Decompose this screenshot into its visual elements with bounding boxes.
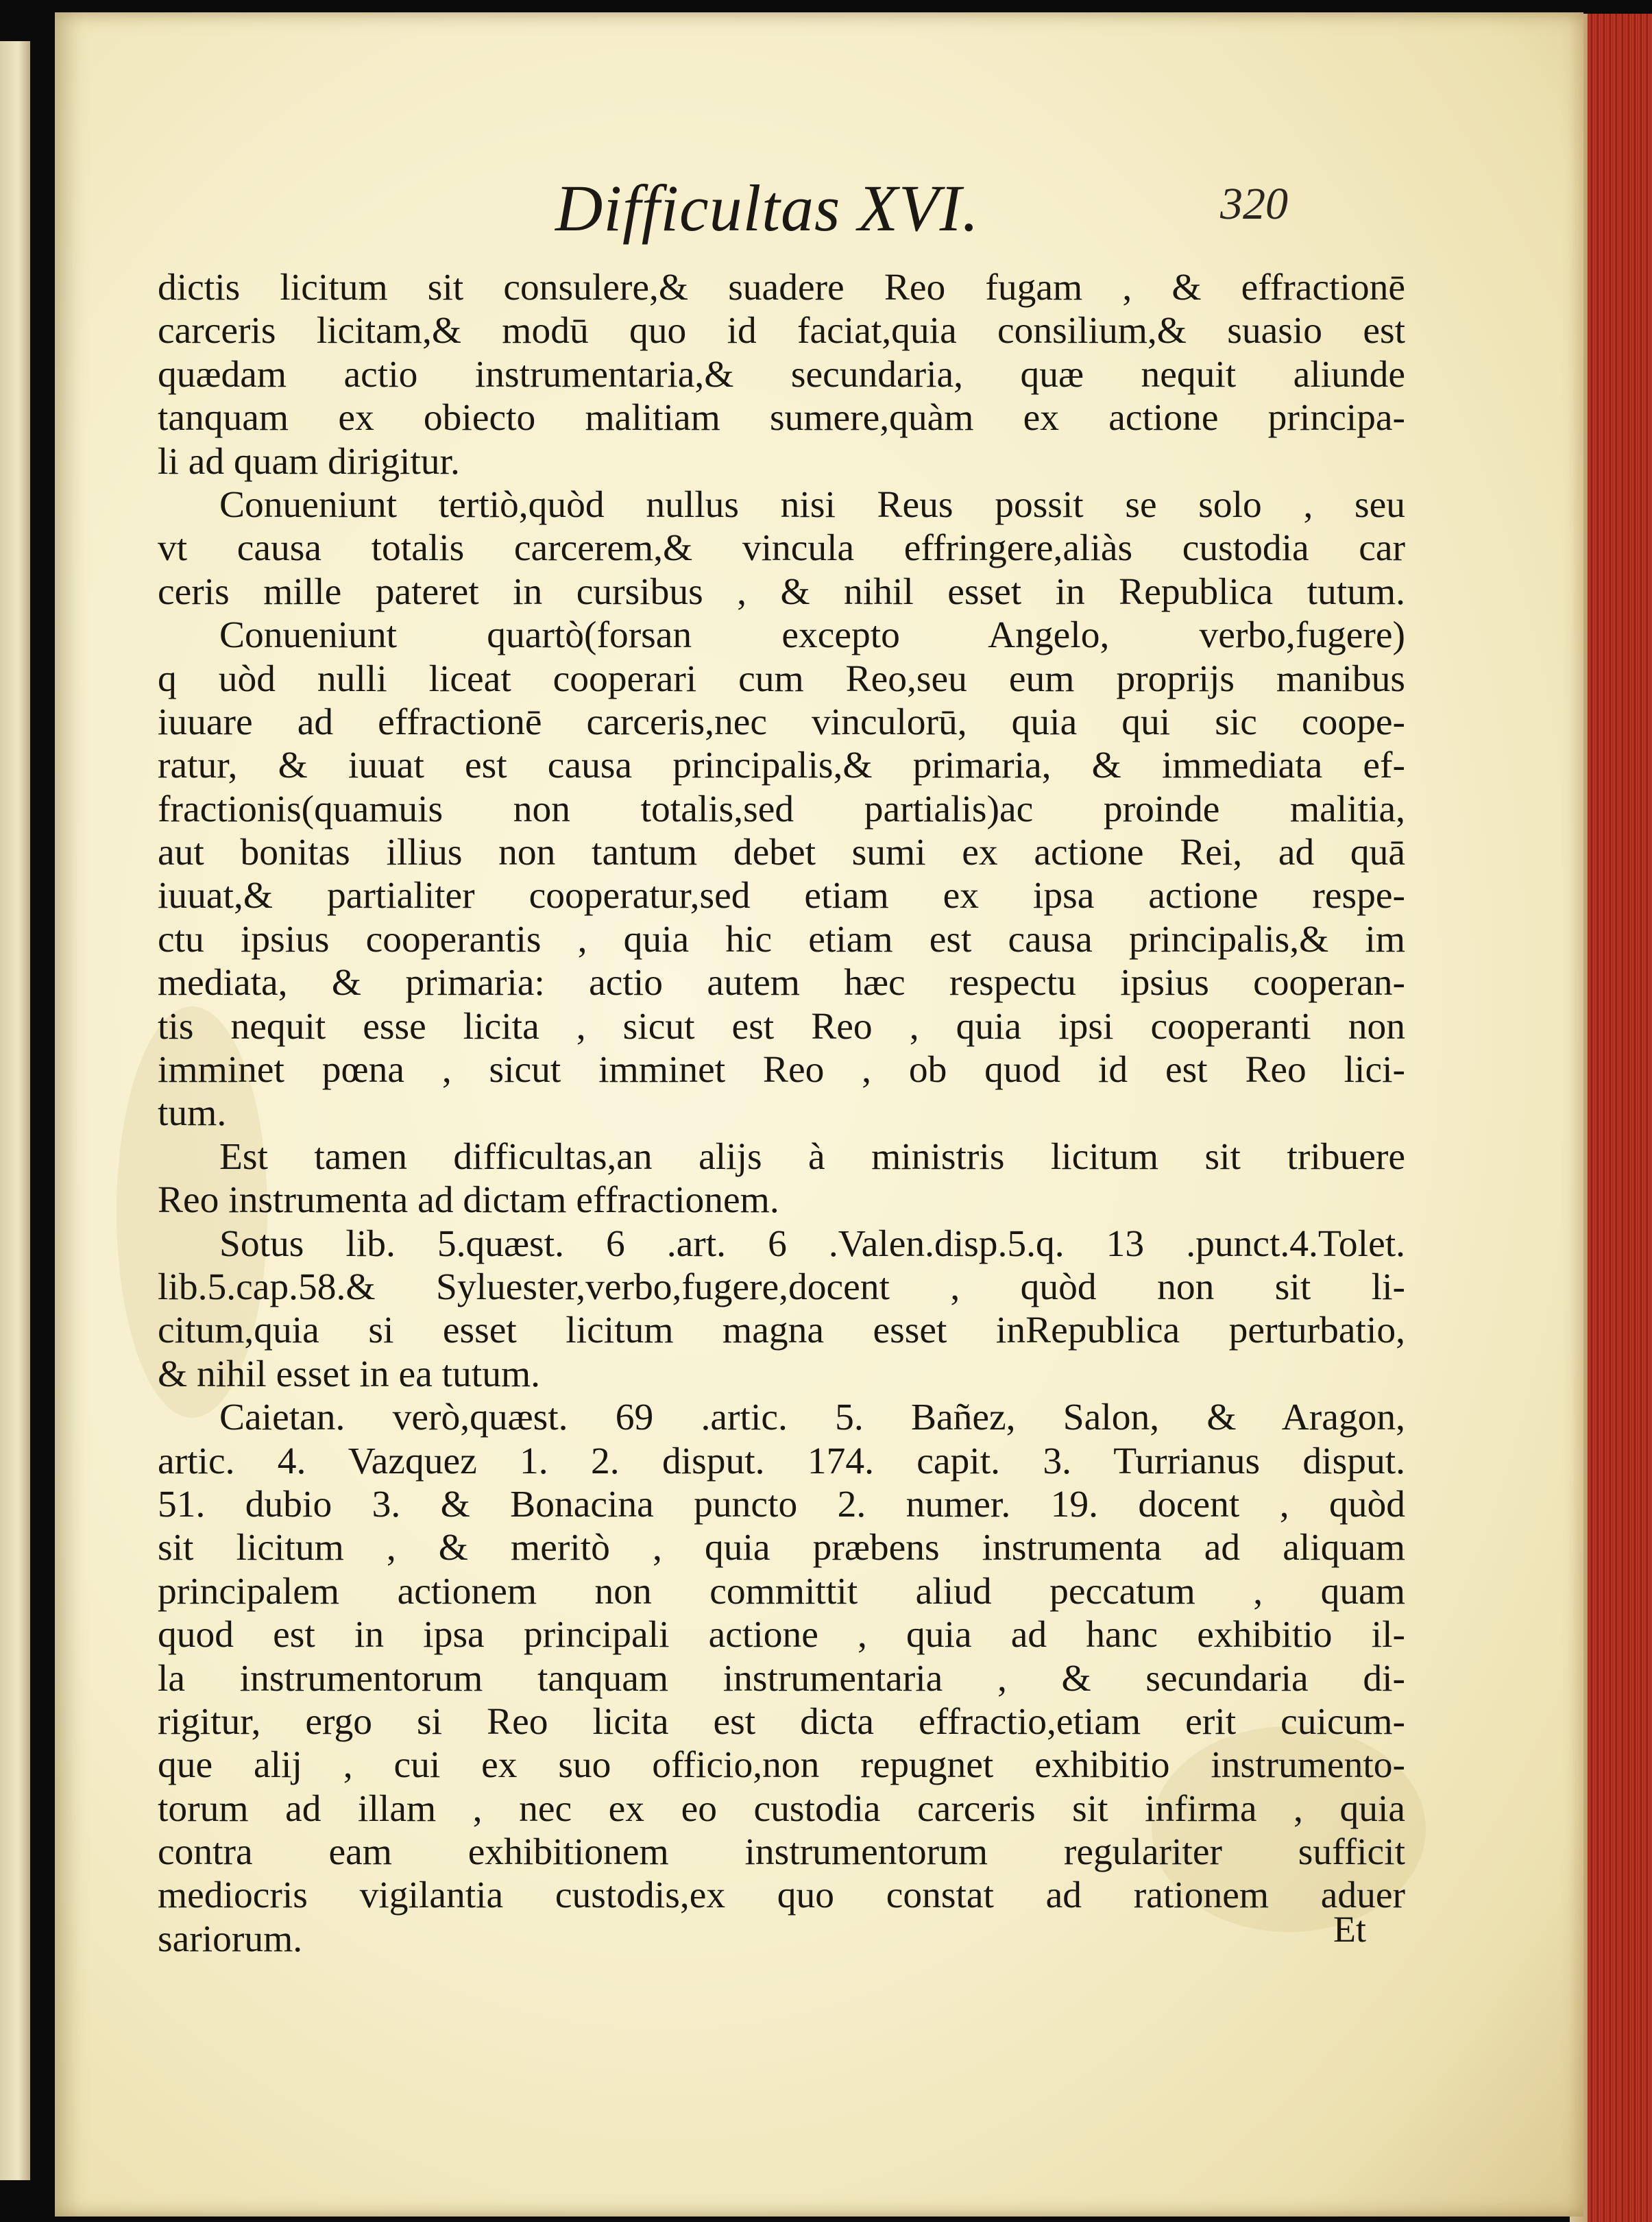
text-line: artic. 4. Vazquez 1. 2. disput. 174. capit. 3. Turrianus disput. xyxy=(158,1440,1405,1482)
text-line: citum,quia si esset licitum magna esset inRepublica perturbatio, xyxy=(158,1309,1405,1352)
text-line: sariorum. xyxy=(158,1918,303,1960)
text-line: ctu ipsius cooperantis , quia hic etiam est causa principalis,& im xyxy=(158,918,1405,961)
text-line: iuuare ad effractionē carceris,nec vinculorū, quia qui sic coope- xyxy=(158,701,1405,743)
red-gilt-page-edges xyxy=(1588,14,1652,2222)
text-line: la instrumentorum tanquam instrumentaria , & secundaria di- xyxy=(158,1657,1405,1700)
text-line: quod est in ipsa principali actione , quia ad hanc exhibitio il- xyxy=(158,1614,1405,1656)
text-line: contra eam exhibitionem instrumentorum regulariter sufficit xyxy=(158,1831,1405,1874)
page-number: 320 xyxy=(1220,179,1288,229)
text-line: tis nequit esse licita , sicut est Reo , quia ipsi cooperanti non xyxy=(158,1005,1405,1048)
text-line: torum ad illam , nec ex eo custodia carceris sit infirma , quia xyxy=(158,1787,1405,1830)
text-line: imminet pœna , sicut imminet Reo , ob quod id est Reo lici- xyxy=(158,1049,1405,1091)
text-line: & nihil esset in ea tutum. xyxy=(158,1353,541,1395)
text-line: Reo instrumenta ad dictam effractionem. xyxy=(158,1179,779,1222)
text-line: dictis licitum sit consulere,& suadere Reo fugam , & effractionē xyxy=(158,267,1405,309)
text-line: fractionis(quamuis non totalis,sed partialis)ac proinde malitia, xyxy=(158,788,1405,830)
text-line: ratur, & iuuat est causa principalis,& primaria, & immediata ef- xyxy=(158,745,1405,787)
text-line: tanquam ex obiecto malitiam sumere,quàm ex actione principa- xyxy=(158,397,1405,439)
text-line: rigitur, ergo si Reo licita est dicta effractio,etiam erit cuicum- xyxy=(158,1700,1405,1743)
text-line: mediata, & primaria: actio autem hæc respectu ipsius cooperan- xyxy=(158,962,1405,1004)
text-line: ceris mille pateret in cursibus , & nihil esset in Republica tutum. xyxy=(158,570,1405,613)
text-line: mediocris vigilantia custodis,ex quo constat ad rationem aduer xyxy=(158,1874,1405,1917)
book-page xyxy=(55,12,1583,2217)
page-header xyxy=(500,170,1392,266)
text-line: tum. xyxy=(158,1092,227,1135)
text-line: 51. dubio 3. & Bonacina puncto 2. numer. 19. docent , quòd xyxy=(158,1483,1405,1525)
text-line: quædam actio instrumentaria,& secundaria, quæ nequit aliunde xyxy=(158,353,1405,396)
text-line: Conueniunt quartò(forsan excepto Angelo, verbo,fugere) xyxy=(219,614,1405,657)
text-line: li ad quam dirigitur. xyxy=(158,440,460,483)
catchword: Et xyxy=(1333,1909,1366,1950)
text-line: Est tamen difficultas,an alijs à ministris licitum sit tribuere xyxy=(219,1135,1405,1178)
text-line: Caietan. verò,quæst. 69 .artic. 5. Bañez, Salon, & Aragon, xyxy=(219,1397,1405,1439)
text-line: q uòd nulli liceat cooperari cum Reo,seu eum proprijs manibus xyxy=(158,657,1405,700)
text-line: Conueniunt tertiò,quòd nullus nisi Reus possit se solo , seu xyxy=(219,483,1405,526)
text-line: Sotus lib. 5.quæst. 6 .art. 6 .Valen.disp.5.q. 13 .punct.4.Tolet. xyxy=(219,1222,1405,1265)
text-line: carceris licitam,& modū quo id faciat,quia consilium,& suasio est xyxy=(158,310,1405,352)
text-line: vt causa totalis carcerem,& vincula effringere,aliàs custodia car xyxy=(158,527,1405,570)
text-line: aut bonitas illius non tantum debet sumi ex actione Rei, ad quā xyxy=(158,832,1405,874)
text-line: iuuat,& partialiter cooperatur,sed etiam ex ipsa actione respe- xyxy=(158,875,1405,917)
body-text xyxy=(158,266,1405,1961)
left-page-edge xyxy=(0,41,30,2180)
running-title: Difficultas XVI. xyxy=(555,171,980,245)
text-line: principalem actionem non committit aliud peccatum , quam xyxy=(158,1570,1405,1613)
text-line: sit licitum , & meritò , quia præbens instrumenta ad aliquam xyxy=(158,1527,1405,1569)
text-line: que alij , cui ex suo officio,non repugnet exhibitio instrumento- xyxy=(158,1744,1405,1787)
text-line: lib.5.cap.58.& Syluester,verbo,fugere,docent , quòd non sit li- xyxy=(158,1266,1405,1308)
